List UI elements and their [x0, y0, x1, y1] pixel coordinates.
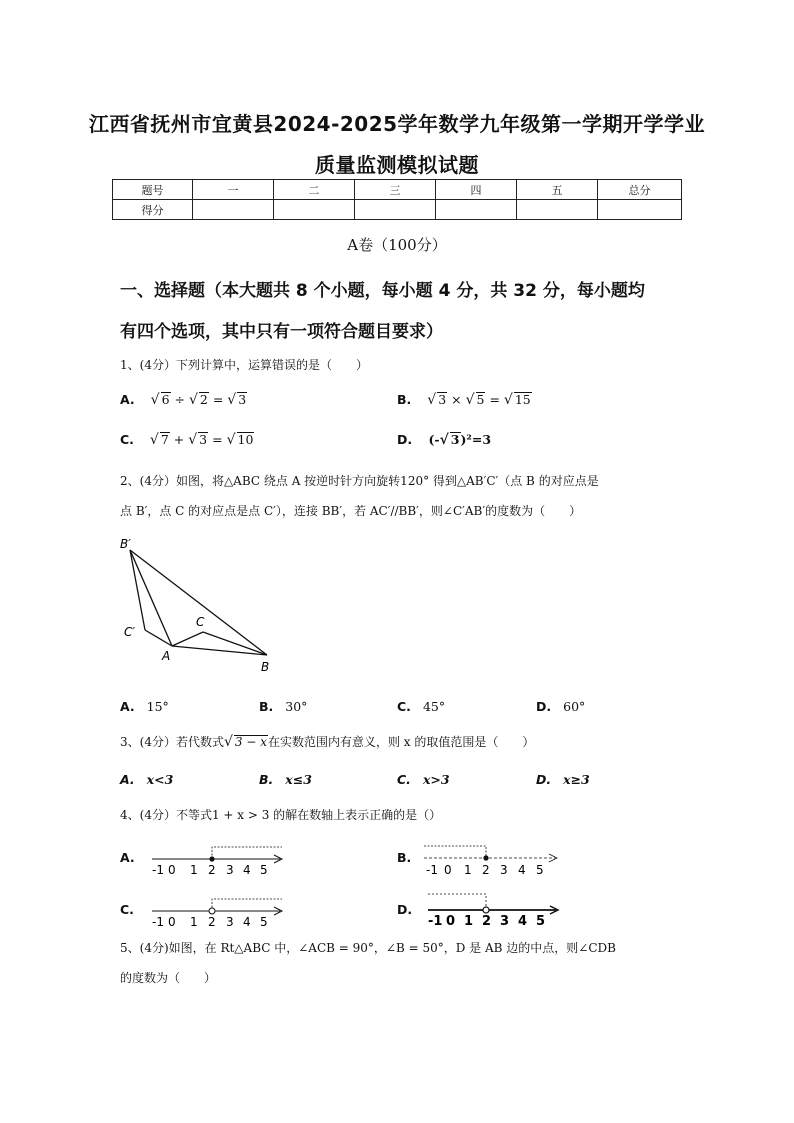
tick-label: -1 — [152, 863, 164, 877]
tick-label: 0 — [446, 914, 456, 929]
option-text: x≥3 — [563, 772, 590, 787]
tick-label: 4 — [243, 863, 251, 877]
q2-option-c[interactable] — [397, 699, 445, 714]
option-label: A. — [120, 699, 135, 714]
tick-label: 1 — [190, 915, 198, 929]
q3-option-c[interactable] — [397, 772, 450, 787]
operator: ÷ — [174, 392, 185, 407]
tick-label: 0 — [168, 915, 176, 929]
option-text: x<3 — [146, 772, 174, 787]
q3-option-a[interactable] — [120, 772, 173, 787]
tick-labels — [152, 863, 268, 877]
option-text: 45° — [422, 699, 446, 714]
score-table-header-row — [113, 180, 682, 200]
tick-label: 3 — [226, 915, 234, 929]
tick-label: -1 — [152, 915, 164, 929]
q4-number-line-d — [424, 886, 569, 932]
label-c-prime: C′ — [124, 625, 136, 639]
tick-labels — [426, 863, 544, 877]
q1-option-b[interactable]: B. √ 3 × √ 5 = √ 15 — [397, 392, 531, 408]
score-table-score-row — [113, 200, 682, 220]
q4-number-line-c — [148, 892, 288, 932]
part1-heading-line1: 一、选择题（本大题共 8 个小题，每小题 4 分，共 32 分，每小题均 — [120, 281, 645, 301]
q4-option-c-label[interactable] — [120, 902, 146, 917]
header-cell-4: 四 — [436, 180, 517, 200]
q4-option-d-label[interactable] — [397, 902, 424, 917]
tick-label: 0 — [444, 863, 452, 877]
option-text: 60° — [563, 699, 586, 714]
q2-option-d[interactable] — [536, 699, 585, 714]
open-dot — [209, 908, 215, 914]
q3-option-b[interactable] — [259, 772, 312, 787]
expr-post: )²=3 — [460, 432, 492, 447]
option-label: B. — [397, 850, 412, 865]
option-label: B. — [397, 392, 412, 407]
option-text: x>3 — [422, 772, 450, 787]
open-dot — [483, 907, 489, 913]
label-b-prime: B′ — [120, 537, 131, 551]
header-cell-3: 三 — [355, 180, 436, 200]
option-label: D. — [536, 772, 552, 787]
tick-label: -1 — [428, 914, 443, 929]
score-cell[interactable] — [355, 200, 436, 220]
closed-dot — [483, 855, 488, 860]
option-label: C. — [397, 772, 411, 787]
option-label: B. — [259, 772, 274, 787]
q1-option-d[interactable]: D. (-√ 3)²=3 — [397, 432, 492, 448]
solution-ray — [212, 847, 282, 859]
expr-pre: (- — [428, 432, 440, 447]
option-label: C. — [397, 699, 411, 714]
score-cell[interactable] — [274, 200, 355, 220]
option-label: A. — [120, 392, 135, 407]
score-row-label: 得分 — [113, 200, 193, 220]
solution-ray — [424, 846, 486, 858]
equals: = — [489, 392, 500, 407]
score-cell[interactable] — [598, 200, 682, 220]
label-c: C — [196, 615, 205, 629]
radicand: 10 — [237, 432, 254, 447]
q4-number-line-a — [148, 840, 288, 880]
segment-b1-c1 — [130, 550, 145, 630]
part1-heading-line2: 有四个选项，其中只有一项符合题目要求） — [120, 322, 443, 342]
q4-option-a-label[interactable] — [120, 850, 147, 865]
title-line-1: 江西省抚州市宜黄县2024-2025学年数学九年级第一学期开学学业 — [88, 112, 706, 136]
q2-option-b[interactable] — [259, 699, 307, 714]
score-cell[interactable] — [193, 200, 274, 220]
tick-label: 0 — [168, 863, 176, 877]
segment-a-c — [172, 632, 203, 646]
segment-b1-a — [130, 550, 172, 646]
radicand: 5 — [476, 392, 485, 407]
tick-label: 2 — [482, 863, 490, 877]
radicand: 3 — [438, 392, 447, 407]
radicand: 7 — [160, 432, 169, 447]
option-label: D. — [397, 432, 413, 447]
header-cell-total: 总分 — [598, 180, 682, 200]
q3-stem-post: 在实数范围内有意义，则 x 的取值范围是（ ） — [267, 735, 535, 749]
q5-stem-line2: 的度数为（ ） — [120, 971, 217, 985]
closed-dot — [209, 856, 214, 861]
title-line-2: 质量监测模拟试题 — [315, 153, 479, 177]
tick-label: 5 — [536, 914, 546, 929]
tick-label: 4 — [243, 915, 251, 929]
tick-label: 5 — [260, 915, 268, 929]
radicand: 15 — [514, 392, 531, 407]
operator: + — [173, 432, 185, 447]
label-b: B — [261, 660, 270, 674]
option-text: x≤3 — [285, 772, 312, 787]
q1-option-c[interactable]: C. √ 7 + √ 3 = √ 10 — [120, 432, 254, 448]
option-label: C. — [120, 902, 134, 917]
tick-label: -1 — [426, 863, 438, 877]
tick-labels — [428, 914, 545, 929]
header-cell-5: 五 — [517, 180, 598, 200]
q3-radicand: 3 − x — [234, 735, 267, 749]
option-label: B. — [259, 699, 274, 714]
tick-label: 2 — [208, 915, 216, 929]
solution-ray — [428, 894, 486, 910]
score-table — [112, 179, 682, 220]
option-text: 30° — [285, 699, 308, 714]
score-cell[interactable] — [436, 200, 517, 220]
tick-label: 4 — [518, 914, 528, 929]
tick-label: 2 — [208, 863, 216, 877]
header-cell-1: 一 — [193, 180, 274, 200]
score-cell[interactable] — [517, 200, 598, 220]
tick-label: 2 — [482, 914, 492, 929]
segment-b1-b — [130, 550, 267, 655]
tick-label: 3 — [500, 863, 508, 877]
option-label: D. — [397, 902, 413, 917]
q4-number-line-b — [420, 840, 565, 882]
tick-label: 1 — [464, 914, 474, 929]
equals: = — [212, 392, 224, 407]
radicand: 3 — [199, 432, 208, 447]
q3-stem: 3、(4分）若代数式√ 3 − x在实数范围内有意义，则 x 的取值范围是（ ） — [120, 734, 535, 750]
tick-label: 5 — [536, 863, 544, 877]
option-label: A. — [120, 850, 135, 865]
tick-label: 1 — [190, 863, 198, 877]
q2-stem-line1: 2、(4分）如图，将△ABC 绕点 A 按逆时针方向旋转120° 得到△AB′C′（点 B 的对应点是 — [120, 474, 599, 488]
tick-label: 5 — [260, 863, 268, 877]
q4-stem: 4、(4分）不等式1 + x > 3 的解在数轴上表示正确的是（） — [120, 808, 442, 822]
label-a: A — [162, 649, 171, 663]
option-label: D. — [536, 699, 552, 714]
radicand: 6 — [161, 392, 170, 407]
q2-triangle-figure — [110, 532, 290, 682]
header-cell-number: 题号 — [113, 180, 193, 200]
radicand: 2 — [199, 392, 208, 407]
section-a-title: A卷（100分） — [347, 236, 447, 254]
q5-stem-line1: 5、(4分)如图，在 Rt△ABC 中，∠ACB = 90°，∠B = 50°，D 是 AB 边的中点，则∠CDB — [120, 941, 616, 955]
option-label: C. — [120, 432, 134, 447]
equals: = — [212, 432, 223, 447]
radicand: 3 — [450, 432, 460, 447]
header-cell-2: 二 — [274, 180, 355, 200]
q1-option-a[interactable]: A. √ 6 ÷ √ 2 = √ 3 — [120, 392, 247, 408]
tick-label: 4 — [518, 863, 526, 877]
q2-stem-line2: 点 B′，点 C 的对应点是点 C′），连接 BB′，若 AC′//BB′，则∠C′AB′的度数为（ ） — [120, 504, 582, 518]
figure-lines — [130, 550, 267, 655]
tick-label: 1 — [464, 863, 472, 877]
q2-option-a[interactable] — [120, 699, 169, 714]
option-label: A. — [120, 772, 135, 787]
solution-ray — [212, 899, 282, 911]
option-text: 15° — [146, 699, 169, 714]
operator: × — [451, 392, 462, 407]
tick-label: 3 — [226, 863, 234, 877]
q3-option-d[interactable] — [536, 772, 590, 787]
tick-label: 3 — [500, 914, 510, 929]
tick-labels — [152, 915, 268, 929]
q3-stem-pre: 3、(4分）若代数式 — [120, 735, 224, 749]
q1-stem: 1、(4分）下列计算中，运算错误的是（ ） — [120, 358, 368, 372]
radicand: 3 — [238, 392, 247, 407]
